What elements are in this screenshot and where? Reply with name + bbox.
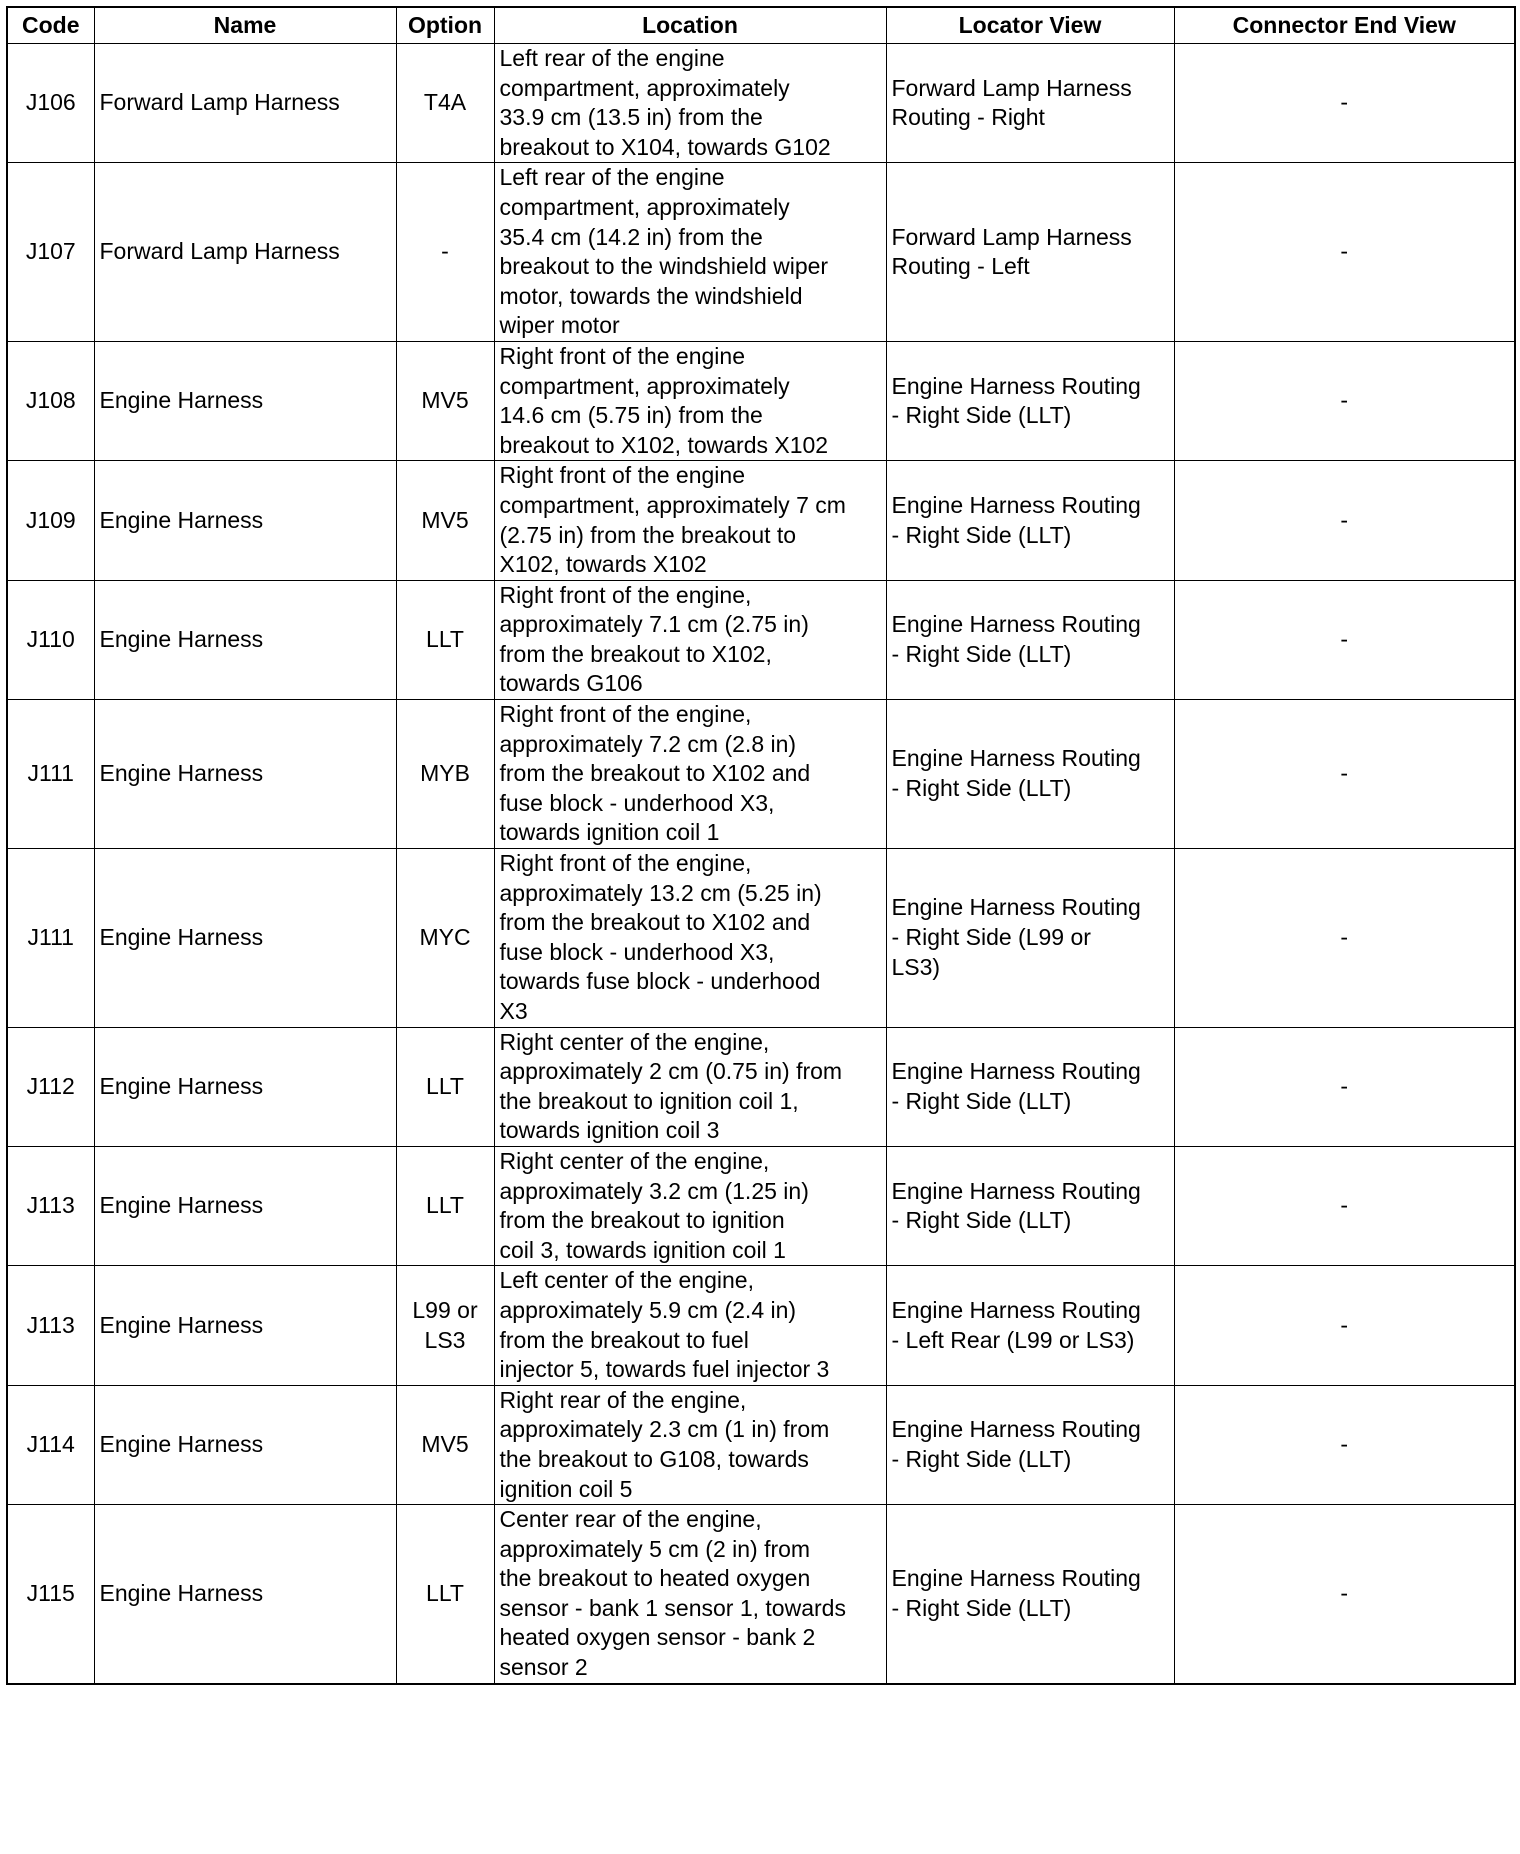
- table-row: [7, 461, 1515, 580]
- cell-locator-view: Forward Lamp Harness Routing - Right: [886, 44, 1174, 163]
- header-locator-view: Locator View: [886, 7, 1174, 44]
- cell-name: Engine Harness: [94, 1146, 396, 1265]
- header-row: [7, 7, 1515, 44]
- cell-location: Left center of the engine, approximately 5.9 cm (2.4 in) from the breakout to fuel injector 5, towards fuel injector 3: [494, 1266, 886, 1385]
- cell-code: J113: [7, 1146, 94, 1265]
- cell-locator-view: Engine Harness Routing - Right Side (L99 or LS3): [886, 849, 1174, 1028]
- cell-location: Right center of the engine, approximately 3.2 cm (1.25 in) from the breakout to ignition coil 3, towards ignition coil 1: [494, 1146, 886, 1265]
- cell-location: Right front of the engine compartment, approximately 14.6 cm (5.75 in) from the breakout to X102, towards X102: [494, 341, 886, 460]
- cell-location: Right front of the engine, approximately 7.1 cm (2.75 in) from the breakout to X102, towards G106: [494, 580, 886, 699]
- table-row: [7, 1505, 1515, 1684]
- cell-option: LLT: [396, 580, 494, 699]
- cell-locator-view: Engine Harness Routing - Right Side (LLT): [886, 580, 1174, 699]
- cell-code: J113: [7, 1266, 94, 1385]
- cell-option: LLT: [396, 1146, 494, 1265]
- table-row: [7, 341, 1515, 460]
- cell-location: Right rear of the engine, approximately 2.3 cm (1 in) from the breakout to G108, towards ignition coil 5: [494, 1385, 886, 1504]
- cell-option: MV5: [396, 461, 494, 580]
- cell-name: Engine Harness: [94, 1385, 396, 1504]
- cell-connector-end-view: -: [1174, 341, 1515, 460]
- cell-code: J115: [7, 1505, 94, 1684]
- cell-locator-view: Engine Harness Routing - Right Side (LLT): [886, 700, 1174, 849]
- cell-location: Left rear of the engine compartment, approximately 35.4 cm (14.2 in) from the breakout to the windshield wiper motor, towards the windshield wiper motor: [494, 163, 886, 342]
- cell-locator-view: Engine Harness Routing - Right Side (LLT): [886, 1385, 1174, 1504]
- cell-name: Engine Harness: [94, 1027, 396, 1146]
- cell-location: Right front of the engine, approximately 13.2 cm (5.25 in) from the breakout to X102 and fuse block - underhood X3, towards fuse block - underhood X3: [494, 849, 886, 1028]
- table-row: [7, 849, 1515, 1028]
- cell-connector-end-view: -: [1174, 1266, 1515, 1385]
- table-row: [7, 580, 1515, 699]
- cell-code: J111: [7, 700, 94, 849]
- cell-name: Engine Harness: [94, 700, 396, 849]
- cell-connector-end-view: -: [1174, 580, 1515, 699]
- cell-connector-end-view: -: [1174, 1385, 1515, 1504]
- cell-locator-view: Engine Harness Routing - Right Side (LLT): [886, 341, 1174, 460]
- cell-location: Right front of the engine compartment, approximately 7 cm (2.75 in) from the breakout to X102, towards X102: [494, 461, 886, 580]
- header-option: Option: [396, 7, 494, 44]
- cell-locator-view: Engine Harness Routing - Right Side (LLT): [886, 461, 1174, 580]
- cell-name: Engine Harness: [94, 580, 396, 699]
- cell-connector-end-view: -: [1174, 461, 1515, 580]
- table-header: [7, 7, 1515, 44]
- cell-location: Right front of the engine, approximately 7.2 cm (2.8 in) from the breakout to X102 and fuse block - underhood X3, towards ignition coil 1: [494, 700, 886, 849]
- cell-locator-view: Engine Harness Routing - Right Side (LLT): [886, 1505, 1174, 1684]
- cell-locator-view: Engine Harness Routing - Right Side (LLT): [886, 1146, 1174, 1265]
- table-row: [7, 1266, 1515, 1385]
- header-connector-end-view: Connector End View: [1174, 7, 1515, 44]
- cell-code: J112: [7, 1027, 94, 1146]
- cell-name: Engine Harness: [94, 341, 396, 460]
- cell-code: J107: [7, 163, 94, 342]
- cell-location: Left rear of the engine compartment, approximately 33.9 cm (13.5 in) from the breakout to X104, towards G102: [494, 44, 886, 163]
- cell-name: Engine Harness: [94, 461, 396, 580]
- cell-option: LLT: [396, 1505, 494, 1684]
- cell-name: Engine Harness: [94, 1266, 396, 1385]
- cell-option: MYC: [396, 849, 494, 1028]
- table-row: [7, 1385, 1515, 1504]
- cell-code: J109: [7, 461, 94, 580]
- table-body: [7, 44, 1515, 1684]
- cell-option: L99 or LS3: [396, 1266, 494, 1385]
- table-row: [7, 1027, 1515, 1146]
- cell-connector-end-view: -: [1174, 44, 1515, 163]
- cell-locator-view: Engine Harness Routing - Left Rear (L99 or LS3): [886, 1266, 1174, 1385]
- cell-code: J110: [7, 580, 94, 699]
- cell-connector-end-view: -: [1174, 700, 1515, 849]
- cell-name: Forward Lamp Harness: [94, 44, 396, 163]
- cell-option: MV5: [396, 1385, 494, 1504]
- cell-option: MYB: [396, 700, 494, 849]
- cell-locator-view: Forward Lamp Harness Routing - Left: [886, 163, 1174, 342]
- table-row: [7, 1146, 1515, 1265]
- cell-code: J108: [7, 341, 94, 460]
- header-name: Name: [94, 7, 396, 44]
- harness-inline-connector-table: [6, 6, 1516, 1685]
- cell-option: T4A: [396, 44, 494, 163]
- cell-name: Forward Lamp Harness: [94, 163, 396, 342]
- document-page: [6, 6, 1516, 1685]
- header-code: Code: [7, 7, 94, 44]
- cell-connector-end-view: -: [1174, 849, 1515, 1028]
- cell-option: MV5: [396, 341, 494, 460]
- cell-connector-end-view: -: [1174, 163, 1515, 342]
- table-row: [7, 700, 1515, 849]
- cell-name: Engine Harness: [94, 849, 396, 1028]
- cell-option: LLT: [396, 1027, 494, 1146]
- cell-code: J111: [7, 849, 94, 1028]
- cell-code: J114: [7, 1385, 94, 1504]
- cell-option: -: [396, 163, 494, 342]
- table-row: [7, 163, 1515, 342]
- cell-code: J106: [7, 44, 94, 163]
- cell-connector-end-view: -: [1174, 1146, 1515, 1265]
- cell-connector-end-view: -: [1174, 1505, 1515, 1684]
- cell-locator-view: Engine Harness Routing - Right Side (LLT): [886, 1027, 1174, 1146]
- cell-location: Right center of the engine, approximately 2 cm (0.75 in) from the breakout to ignition coil 1, towards ignition coil 3: [494, 1027, 886, 1146]
- header-location: Location: [494, 7, 886, 44]
- table-row: [7, 44, 1515, 163]
- cell-connector-end-view: -: [1174, 1027, 1515, 1146]
- cell-location: Center rear of the engine, approximately 5 cm (2 in) from the breakout to heated oxygen sensor - bank 1 sensor 1, towards heated oxygen sensor - bank 2 sensor 2: [494, 1505, 886, 1684]
- cell-name: Engine Harness: [94, 1505, 396, 1684]
